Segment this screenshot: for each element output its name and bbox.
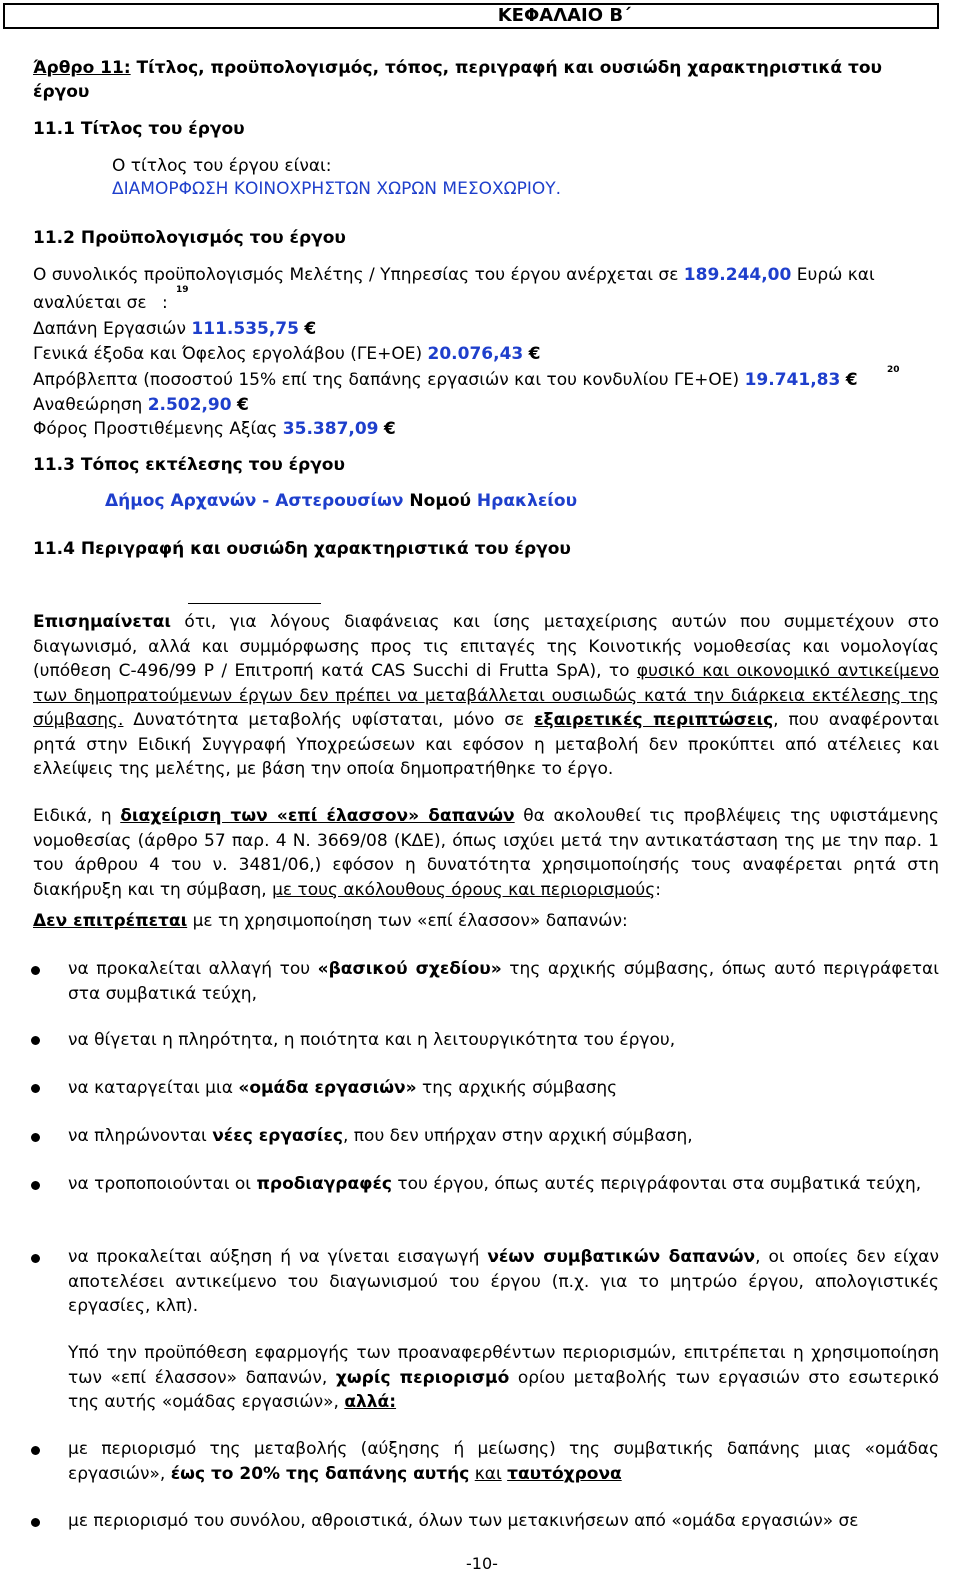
list-item-text2: της αρχικής σύμβασης bbox=[416, 1078, 618, 1098]
euro-icon: € bbox=[236, 395, 249, 415]
budget-item-label: Δαπάνη Εργασιών bbox=[33, 319, 187, 339]
article-prefix: Άρθρο 11: bbox=[33, 58, 131, 78]
article-title bbox=[33, 58, 882, 78]
budget-currency-text: Ευρώ και bbox=[796, 265, 875, 285]
p2-underlined: με τους ακόλουθους όρους και περιορισμούς bbox=[272, 879, 656, 900]
list-item-simultaneously: ταυτόχρονα bbox=[507, 1463, 622, 1484]
paragraph-1 bbox=[33, 610, 939, 782]
bullet-icon bbox=[31, 1084, 40, 1093]
location-prefecture-word: Νομού bbox=[409, 491, 471, 511]
list-item bbox=[68, 1245, 939, 1319]
bullet-icon bbox=[31, 1446, 40, 1455]
article-title-line1: Τίτλος, προϋπολογισμός, τόπος, περιγραφή και ουσιώδη χαρακτηριστικά του bbox=[130, 58, 883, 78]
euro-icon: € bbox=[845, 370, 858, 390]
bullet-icon bbox=[31, 1181, 40, 1190]
list-item-text: με περιορισμό του συνόλου, αθροιστικά, όλων των μετακινήσεων από «ομάδα εργασιών» σε bbox=[68, 1511, 859, 1531]
list-item-text: να πληρώνονται bbox=[68, 1126, 213, 1146]
p4-bold: χωρίς περιορισμό bbox=[335, 1367, 510, 1388]
list-item bbox=[68, 1124, 939, 1149]
p4-but: αλλά: bbox=[344, 1392, 397, 1412]
budget-line2 bbox=[33, 285, 189, 313]
budget-item-label: Γενικά έξοδα και Όφελος εργολάβου (ΓΕ+ΟΕ) bbox=[33, 344, 423, 364]
divider-line bbox=[188, 603, 321, 604]
list-item-bold: έως το 20% της δαπάνης αυτής bbox=[170, 1463, 470, 1484]
euro-icon: € bbox=[383, 419, 396, 439]
location-municipality: Δήμος Αρχανών - Αστερουσίων bbox=[105, 491, 404, 511]
p2-text2: θα ακολουθεί τις προβλέψεις της υφιστάμενης νομοθεσίας (άρθρο 57 παρ. 4 Ν. 3669/08 (ΚΔΕ), όπως ισχύει μετά την αντικατάσταση της με την παρ. 1 του άρθρου 4 του ν. 3481/06,) εφόσον η δυνατότητα χρησιμοποίησής τους αναφέρεται ρητά στη διακήρυξη και τη σύμβαση, bbox=[33, 806, 939, 900]
section-11-1-heading: 11.1 Τίτλος του έργου bbox=[33, 119, 245, 139]
project-title: ΔΙΑΜΟΡΦΩΣΗ ΚΟΙΝΟΧΡΗΣΤΩΝ ΧΩΡΩΝ ΜΕΣΟΧΩΡΙΟΥ. bbox=[112, 179, 562, 199]
list-item-bold: «βασικού σχεδίου» bbox=[317, 959, 502, 979]
list-item-bold: νέων συμβατικών δαπανών bbox=[487, 1247, 756, 1267]
footnote-20: 20 bbox=[887, 365, 900, 375]
list-item bbox=[68, 1172, 939, 1197]
location-prefecture: Ηρακλείου bbox=[476, 491, 578, 511]
p1-text: ότι, για λόγους διαφάνειας και ίσης μεταχείρισης αυτών που συμμετέχουν στο διαγωνισμό, αλλά και συμμόρφωσης προς τις επιταγές της Κοινοτικής νομοθεσίας και νομολογίας (υπόθεση C-496/99 P / Επιτροπή κατά CAS Succhi di Frutta SpA), το bbox=[33, 612, 939, 681]
list-item-text: να καταργείται μια bbox=[68, 1078, 239, 1098]
footnote-19: 19 bbox=[176, 285, 189, 295]
list-item-text2: , που δεν υπήρχαν στην αρχική σύμβαση, bbox=[343, 1126, 693, 1146]
p1-exceptional: εξαιρετικές περιπτώσεις bbox=[534, 710, 774, 730]
list-item bbox=[68, 957, 939, 1006]
p2-text: Ειδικά, η bbox=[33, 806, 121, 826]
section-11-3-heading: 11.3 Τόπος εκτέλεσης του έργου bbox=[33, 455, 345, 475]
list-item bbox=[68, 1028, 939, 1053]
paragraph-4 bbox=[68, 1341, 939, 1415]
budget-total: 189.244,00 bbox=[683, 265, 792, 285]
paragraph-3 bbox=[33, 909, 939, 934]
paragraph-2 bbox=[33, 804, 939, 902]
chapter-header: ΚΕΦΑΛΑΙΟ Β΄ bbox=[3, 3, 939, 29]
budget-line2-text: αναλύεται σε bbox=[33, 293, 147, 313]
list-item-text2: της αρχικής σύμβασης, όπως αυτό περιγράφεται στα συμβατικά τεύχη, bbox=[68, 959, 939, 1004]
bullet-icon bbox=[31, 1133, 40, 1142]
section-11-2-heading: 11.2 Προϋπολογισμός του έργου bbox=[33, 228, 346, 248]
list-item-bold: προδιαγραφές bbox=[256, 1174, 392, 1194]
section-11-4-heading: 11.4 Περιγραφή και ουσιώδη χαρακτηριστικά του έργου bbox=[33, 539, 571, 559]
list-item bbox=[68, 1437, 939, 1486]
budget-item bbox=[33, 319, 316, 339]
budget-item-label: Απρόβλεπτα (ποσοστού 15% επί της δαπάνης εργασιών και του κονδυλίου ΓΕ+ΟΕ) bbox=[33, 370, 740, 390]
project-title-intro: Ο τίτλος του έργου είναι: bbox=[112, 156, 332, 176]
list-item-text: με περιορισμό της μεταβολής (αύξησης ή μείωσης) της συμβατικής δαπάνης μιας «ομάδας εργασιών», bbox=[68, 1439, 939, 1484]
list-item-text: να θίγεται η πληρότητα, η ποιότητα και η λειτουργικότητα του έργου, bbox=[68, 1030, 676, 1050]
p1-text3: , που αναφέρονται ρητά στην Ειδική Συγγραφή Υποχρεώσεων και εφόσον η μεταβολή δεν προκύπτει από ατέλειες και ελλείψεις της μελέτης, με βάση την οποία δημοπρατήθηκε το έργο. bbox=[33, 710, 939, 779]
list-item-bold: νέες εργασίες bbox=[212, 1126, 343, 1146]
budget-item-label: Αναθεώρηση bbox=[33, 395, 143, 415]
budget-line1-text: Ο συνολικός προϋπολογισμός Μελέτης / Υπηρεσίας του έργου ανέρχεται σε bbox=[33, 265, 679, 285]
list-item-text2: , οι οποίες δεν είχαν αποτελέσει αντικείμενο του διαγωνισμού του έργου (π.χ. για το μητρώο έργου, απολογιστικές εργασίες, κλπ). bbox=[68, 1247, 939, 1316]
p1-text2: Δυνατότητα μεταβολής υφίσταται, μόνο σε bbox=[123, 710, 535, 730]
page-number: -10- bbox=[466, 1554, 498, 1573]
project-location bbox=[105, 491, 577, 511]
article-title-line2: έργου bbox=[33, 82, 90, 102]
budget-item-value: 19.741,83 bbox=[744, 370, 841, 390]
bullet-icon bbox=[31, 1518, 40, 1527]
euro-icon: € bbox=[528, 344, 541, 364]
budget-item bbox=[33, 419, 396, 439]
bullet-icon bbox=[31, 966, 40, 975]
budget-item-label: Φόρος Προστιθέμενης Αξίας bbox=[33, 419, 278, 439]
p4-text: Υπό την προϋπόθεση εφαρμογής των προαναφερθέντων περιορισμών, επιτρέπεται η χρησιμοποίηση των «επί έλασσον» δαπανών, bbox=[68, 1343, 939, 1388]
list-item-text: να προκαλείται αλλαγή του bbox=[68, 959, 318, 979]
list-item bbox=[68, 1509, 939, 1534]
list-item-text2: του έργου, όπως αυτές περιγράφονται στα συμβατικά τεύχη, bbox=[392, 1174, 922, 1194]
p4-text2: ορίου μεταβολής των εργασιών στο εσωτερικό της αυτής «ομάδας εργασιών», bbox=[68, 1367, 939, 1412]
budget-item bbox=[33, 395, 249, 415]
list-item-text: να προκαλείται αύξηση ή να γίνεται εισαγωγή bbox=[68, 1247, 488, 1267]
budget-item-value: 35.387,09 bbox=[282, 419, 379, 439]
budget-item-value: 111.535,75 bbox=[191, 319, 299, 339]
p1-underlined: φυσικό και οικονομικό αντικείμενο των δημοπρατούμενων έργων δεν πρέπει να μεταβάλλεται ουσιωδώς κατά την διάρκεια εκτέλεσης της σύμβασης. bbox=[33, 661, 939, 730]
list-item-and: και bbox=[474, 1463, 502, 1484]
budget-colon: : bbox=[161, 293, 168, 313]
p1-emphasis: Επισημαίνεται bbox=[33, 612, 172, 632]
list-item bbox=[68, 1076, 939, 1101]
p3-text: με τη χρησιμοποίηση των «επί έλασσον» δαπανών: bbox=[187, 911, 628, 931]
bullet-icon bbox=[31, 1254, 40, 1263]
p2-colon: : bbox=[655, 879, 661, 900]
budget-line1 bbox=[33, 265, 875, 285]
list-item-bold: «ομάδα εργασιών» bbox=[238, 1078, 417, 1098]
bullet-icon bbox=[31, 1036, 40, 1045]
budget-item-value: 2.502,90 bbox=[147, 395, 232, 415]
p3-emphasis: Δεν επιτρέπεται bbox=[33, 911, 188, 931]
p2-emphasis: διαχείριση των «επί έλασσον» δαπανών bbox=[120, 806, 515, 826]
euro-icon: € bbox=[304, 319, 317, 339]
budget-item bbox=[33, 344, 540, 364]
budget-item-value: 20.076,43 bbox=[427, 344, 524, 364]
budget-item bbox=[33, 370, 858, 390]
list-item-text: να τροποποιούνται οι bbox=[68, 1174, 257, 1194]
